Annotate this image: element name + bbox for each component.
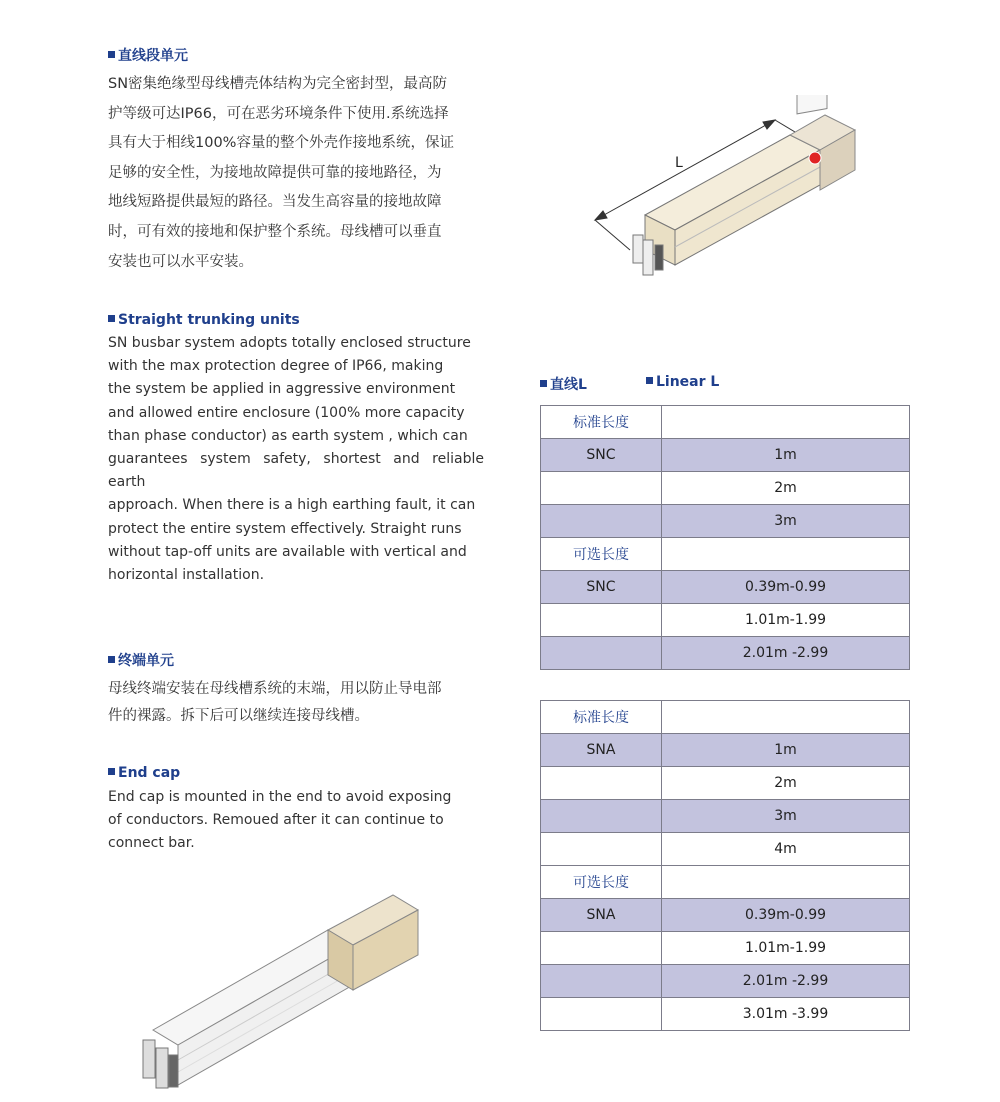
heading-linear-en — [646, 374, 719, 390]
cell-model: SNC — [541, 439, 662, 472]
cell-model — [541, 505, 662, 538]
table-row — [541, 998, 910, 1031]
table-row — [541, 833, 910, 866]
text-line: 安装也可以水平安装。 — [108, 253, 253, 270]
cell-model — [541, 800, 662, 833]
table-row — [541, 472, 910, 505]
cell-model: SNA — [541, 734, 662, 767]
text-line: 护等级可达IP66，可在恶劣环境条件下使用.系统选择 — [108, 105, 449, 122]
table-row — [541, 866, 910, 899]
cell-length: 2.01m -2.99 — [662, 637, 910, 670]
table-row — [541, 571, 910, 604]
text-line: 具有大于相线100%容量的整个外壳作接地系统，保证 — [108, 135, 454, 152]
para-end-cn — [108, 676, 486, 730]
table-snc — [540, 405, 910, 670]
bullet-square-icon — [108, 315, 115, 322]
cell-model — [541, 998, 662, 1031]
text-line: with the max protection degree of IP66, making — [108, 358, 444, 375]
text-line: 足够的安全性，为接地故障提供可靠的接地路径，为 — [108, 164, 442, 181]
table-row — [541, 701, 910, 734]
cell-model: 标准长度 — [541, 701, 662, 734]
para-straight-cn — [108, 70, 486, 277]
cell-length: 4m — [662, 833, 910, 866]
text-line: 母线终端安装在母线槽系统的末端，用以防止导电部 — [108, 681, 442, 697]
cell-length: 1.01m-1.99 — [662, 604, 910, 637]
cell-length: 3m — [662, 800, 910, 833]
table-row — [541, 932, 910, 965]
table-row — [541, 604, 910, 637]
straight-busbar-diagram — [575, 95, 865, 285]
table-sna — [540, 700, 910, 1031]
busbar-body — [153, 930, 353, 1085]
table-row — [541, 965, 910, 998]
cell-length — [662, 866, 910, 899]
heading-end-cn — [108, 650, 174, 670]
table-row — [541, 899, 910, 932]
cell-model: 可选长度 — [541, 538, 662, 571]
cell-length: 1.01m-1.99 — [662, 932, 910, 965]
bullet-square-icon — [108, 51, 115, 58]
cell-length: 0.39m-0.99 — [662, 571, 910, 604]
cell-length: 3.01m -3.99 — [662, 998, 910, 1031]
end-cap-busbar-diagram — [138, 890, 428, 1095]
heading-end-cn-text: 终端单元 — [118, 653, 174, 669]
table-row — [541, 406, 910, 439]
conductor-ends — [143, 1040, 178, 1088]
cell-model: 标准长度 — [541, 406, 662, 439]
busbar-body — [645, 135, 820, 265]
cell-length: 3m — [662, 505, 910, 538]
bullet-square-icon — [108, 656, 115, 663]
cell-model — [541, 604, 662, 637]
bullet-square-icon — [540, 380, 547, 387]
text-line: 件的裸露。拆下后可以继续连接母线槽。 — [108, 708, 369, 724]
heading-linear-en-text: Linear L — [656, 374, 720, 390]
cell-length: 1m — [662, 439, 910, 472]
heading-linear-cn-text: 直线L — [550, 377, 587, 393]
text-line: SN busbar system adopts totally enclosed structure — [108, 335, 471, 351]
end-cap-block — [328, 895, 418, 990]
bullet-square-icon — [108, 768, 115, 775]
text-line: guarantees system safety, shortest and reliable earth — [108, 451, 484, 491]
cell-model: SNA — [541, 899, 662, 932]
table-row — [541, 800, 910, 833]
heading-straight-cn-text: 直线段单元 — [118, 48, 188, 64]
cell-model — [541, 637, 662, 670]
table-row — [541, 637, 910, 670]
heading-straight-en — [108, 312, 300, 328]
table-row — [541, 767, 910, 800]
cell-model — [541, 767, 662, 800]
text-line: and allowed entire enclosure (100% more capacity — [108, 404, 465, 421]
table-row — [541, 505, 910, 538]
text-line: without tap-off units are available with vertical and — [108, 543, 467, 560]
cell-length: 2.01m -2.99 — [662, 965, 910, 998]
text-line: than phase conductor) as earth system , which can — [108, 427, 468, 444]
text-line: connect bar. — [108, 835, 195, 852]
text-line: 地线短路提供最短的路径。当发生高容量的接地故障 — [108, 194, 442, 211]
heading-end-en — [108, 765, 180, 781]
cell-length — [662, 701, 910, 734]
cell-length: 2m — [662, 472, 910, 505]
heading-end-en-text: End cap — [118, 765, 181, 781]
table-row — [541, 734, 910, 767]
text-line: of conductors. Remoued after it can continue to — [108, 812, 444, 829]
text-line: End cap is mounted in the end to avoid exposing — [108, 789, 452, 805]
dimension-label: L — [675, 155, 683, 171]
text-line: the system be applied in aggressive environment — [108, 381, 456, 398]
connector-bolt-icon — [809, 152, 821, 164]
text-line: 时，可有效的接地和保护整个系统。母线槽可以垂直 — [108, 223, 442, 240]
table-row — [541, 439, 910, 472]
para-straight-en — [108, 332, 484, 587]
heading-linear-cn — [540, 374, 587, 394]
heading-straight-cn — [108, 45, 188, 65]
cell-length — [662, 406, 910, 439]
table-row — [541, 538, 910, 571]
cell-length: 0.39m-0.99 — [662, 899, 910, 932]
cell-model — [541, 472, 662, 505]
text-line: approach. When there is a high earthing fault, it can — [108, 497, 476, 514]
cell-model — [541, 965, 662, 998]
cell-model — [541, 932, 662, 965]
cell-model — [541, 833, 662, 866]
cell-length: 2m — [662, 767, 910, 800]
heading-straight-en-text: Straight trunking units — [118, 312, 300, 328]
text-line: SN密集绝缘型母线槽壳体结构为完全密封型，最高防 — [108, 76, 448, 92]
cell-model: SNC — [541, 571, 662, 604]
cell-length: 1m — [662, 734, 910, 767]
text-line: horizontal installation. — [108, 567, 265, 584]
cell-length — [662, 538, 910, 571]
para-end-en — [108, 786, 484, 856]
cell-model: 可选长度 — [541, 866, 662, 899]
bullet-square-icon — [646, 377, 653, 384]
text-line: protect the entire system effectively. Straight runs — [108, 520, 462, 537]
